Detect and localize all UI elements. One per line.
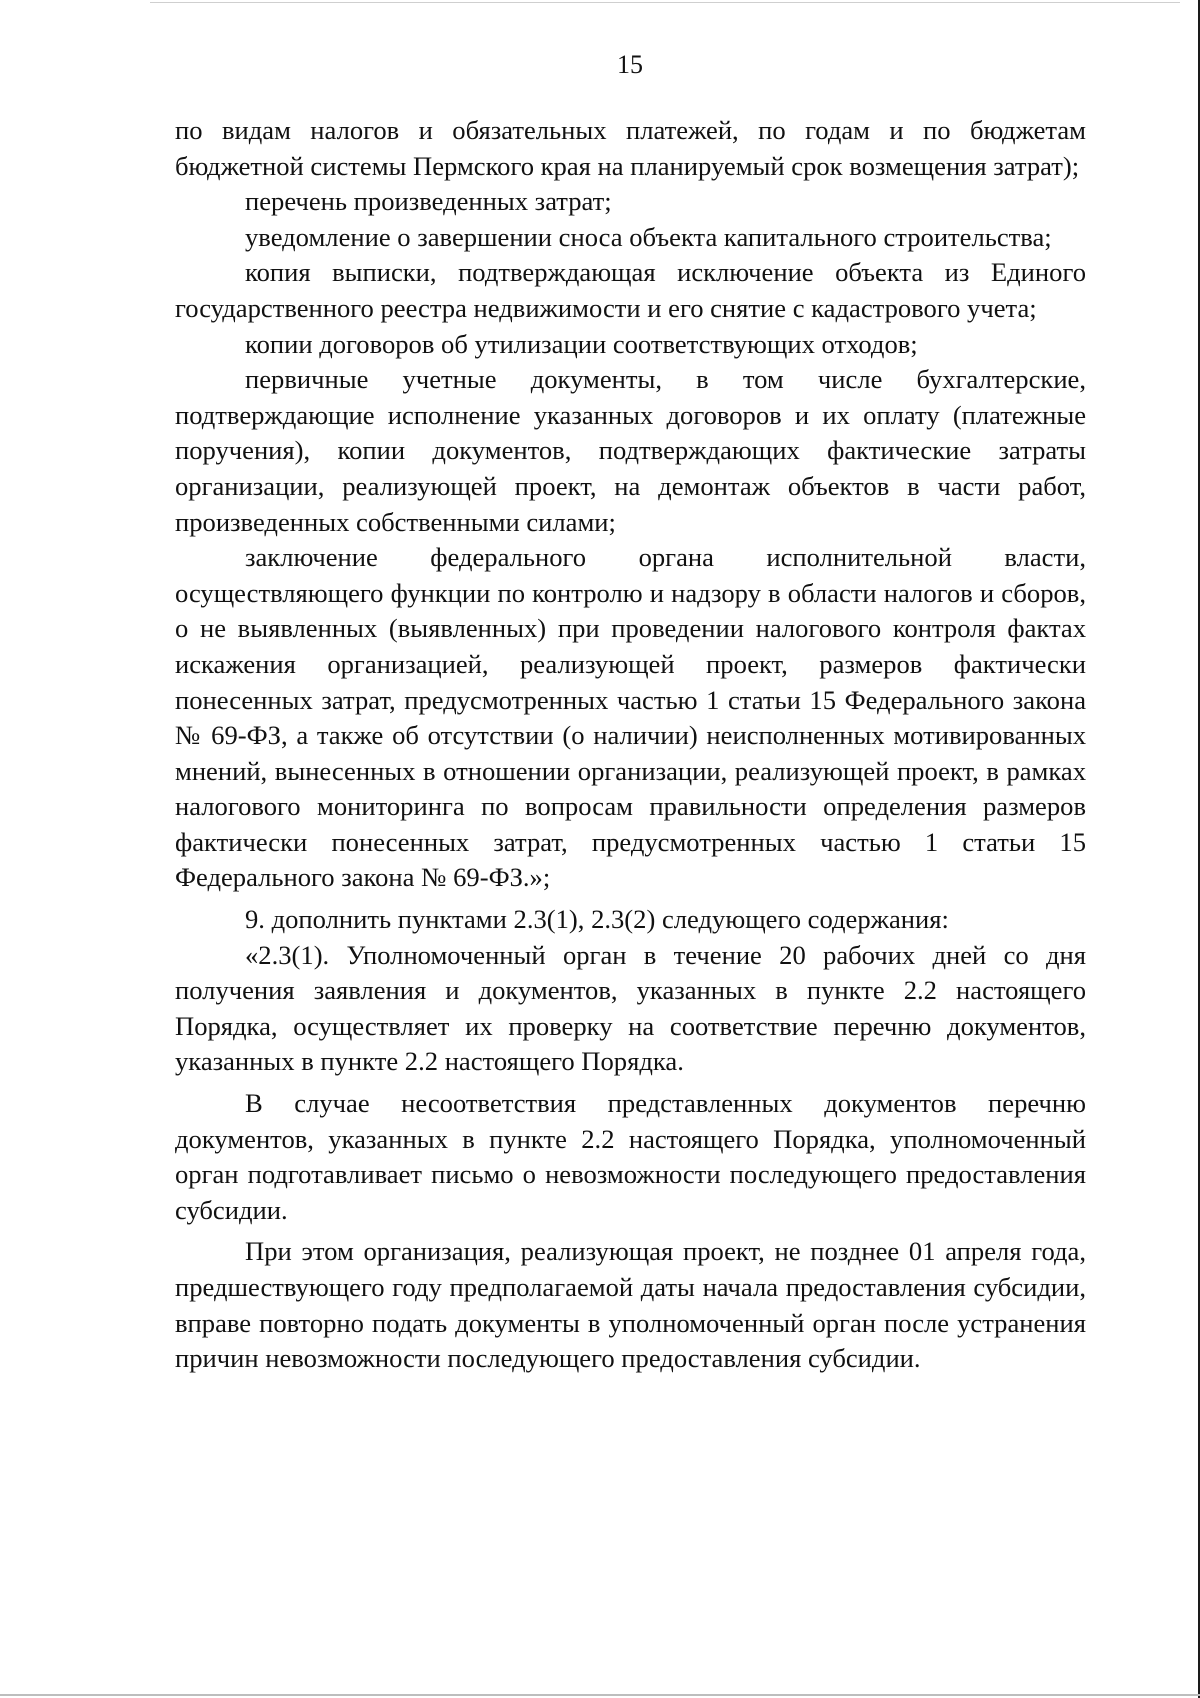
paragraph-noncompliance: В случае несоответствия представленных документов перечню документов, указанных в пункте 2.2 настоящего Порядка, уполномоченный орган подготавливает письмо о невозможности последующего предоставления субсидии. [175, 1088, 1086, 1225]
scan-top-edge [150, 2, 1180, 3]
paragraph-tax-authority-conclusion: заключение федерального органа исполнительной власти, осуществляющего функции по контролю и надзору в области налогов и сборов, о не выявленных (выявленных) при проведении налогового контроля фактах искажения организацией, реализующей проект, размеров фактически понесенных затрат, предусмотренных частью 1 статьи 15 Федерального закона № 69-ФЗ, а также об отсутствии (о наличии) неисполненных мотивированных мнений, вынесенных в отношении организации, реализующей проект, в рамках налогового мониторинга по вопросам правильности определения размеров фактически понесенных затрат, предусмотренных частью 1 статьи 15 Федерального закона № 69-ФЗ.»; [175, 542, 1086, 893]
document-body [175, 113, 1086, 1377]
paragraph-item-9: 9. дополнить пунктами 2.3(1), 2.3(2) следующего содержания: [245, 904, 949, 935]
paragraph-primary-documents: первичные учетные документы, в том числе бухгалтерские, подтверждающие исполнение указанных договоров и их оплату (платежные поручения), копии документов, подтверждающих фактические затраты организации, реализующей проект, на демонтаж объектов в части работ, произведенных собственными силами; [175, 364, 1086, 537]
page-number: 15 [617, 50, 643, 79]
paragraph-clause-2-3-1: «2.3(1). Уполномоченный орган в течение 20 рабочих дней со дня получения заявления и документов, указанных в пункте 2.2 настоящего Порядка, осуществляет их проверку на соответствие перечню документов, указанных в пункте 2.2 настоящего Порядка. [175, 939, 1086, 1077]
scan-bottom-edge [0, 1694, 1200, 1696]
paragraph-demolition-notice: уведомление о завершении сноса объекта капитального строительства; [245, 221, 1052, 252]
paragraph-cost-list: перечень произведенных затрат; [245, 186, 612, 217]
paragraph-registry-extract: копия выписки, подтверждающая исключение объекта из Единого государственного реестра недвижимости и его снятие с кадастрового учета; [175, 257, 1086, 323]
paragraph-resubmission: При этом организация, реализующая проект, не позднее 01 апреля года, предшествующего году предполагаемой даты начала предоставления субсидии, вправе повторно подать документы в уполномоченный орган после устранения причин невозможности последующего предоставления субсидии. [175, 1236, 1086, 1374]
paragraph-continuation: по видам налогов и обязательных платежей, по годам и по бюджетам бюджетной системы Пермского края на планируемый срок возмещения затрат); [175, 115, 1086, 181]
paragraph-waste-contracts: копии договоров об утилизации соответствующих отходов; [245, 328, 918, 359]
